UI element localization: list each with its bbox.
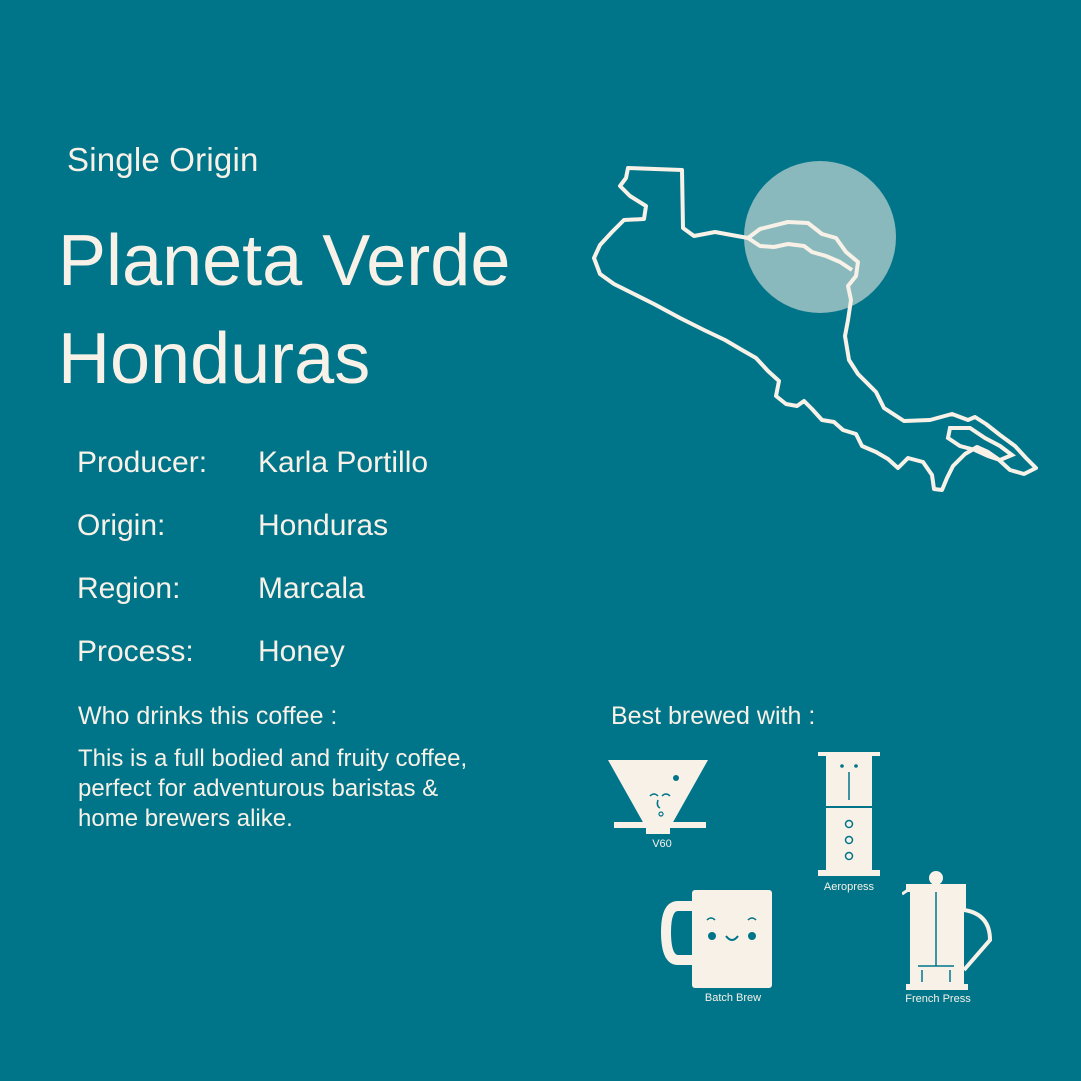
best-brewed-heading: Best brewed with : (611, 702, 816, 730)
honduras-highlight (744, 161, 896, 313)
v60-icon (606, 756, 710, 836)
who-drinks-text: This is a full bodied and fruity coffee, perfect for adventurous baristas & home brewers alike. (78, 745, 468, 832)
detail-label: Region: (77, 572, 181, 605)
detail-label: Process: (77, 635, 194, 668)
who-drinks-heading: Who drinks this coffee : (78, 702, 338, 730)
title-line-2: Honduras (58, 319, 371, 399)
batch-brew-mug-icon (660, 888, 774, 990)
brew-label-v60: V60 (652, 838, 672, 850)
brew-label-french-press: French Press (905, 993, 971, 1005)
aeropress-icon (816, 750, 882, 880)
brew-label-aeropress: Aeropress (823, 881, 875, 893)
detail-value: Honduras (258, 509, 389, 542)
brew-label-batch-brew: Batch Brew (704, 992, 762, 1004)
detail-value: Honey (258, 635, 345, 668)
detail-value: Karla Portillo (258, 446, 429, 479)
kicker-label: Single Origin (67, 141, 259, 178)
title-line-1: Planeta Verde (58, 221, 511, 301)
detail-value: Marcala (258, 572, 365, 605)
detail-label: Origin: (77, 509, 166, 542)
french-press-icon (902, 870, 996, 994)
map-lake (948, 428, 1012, 460)
detail-label: Producer: (77, 446, 208, 479)
